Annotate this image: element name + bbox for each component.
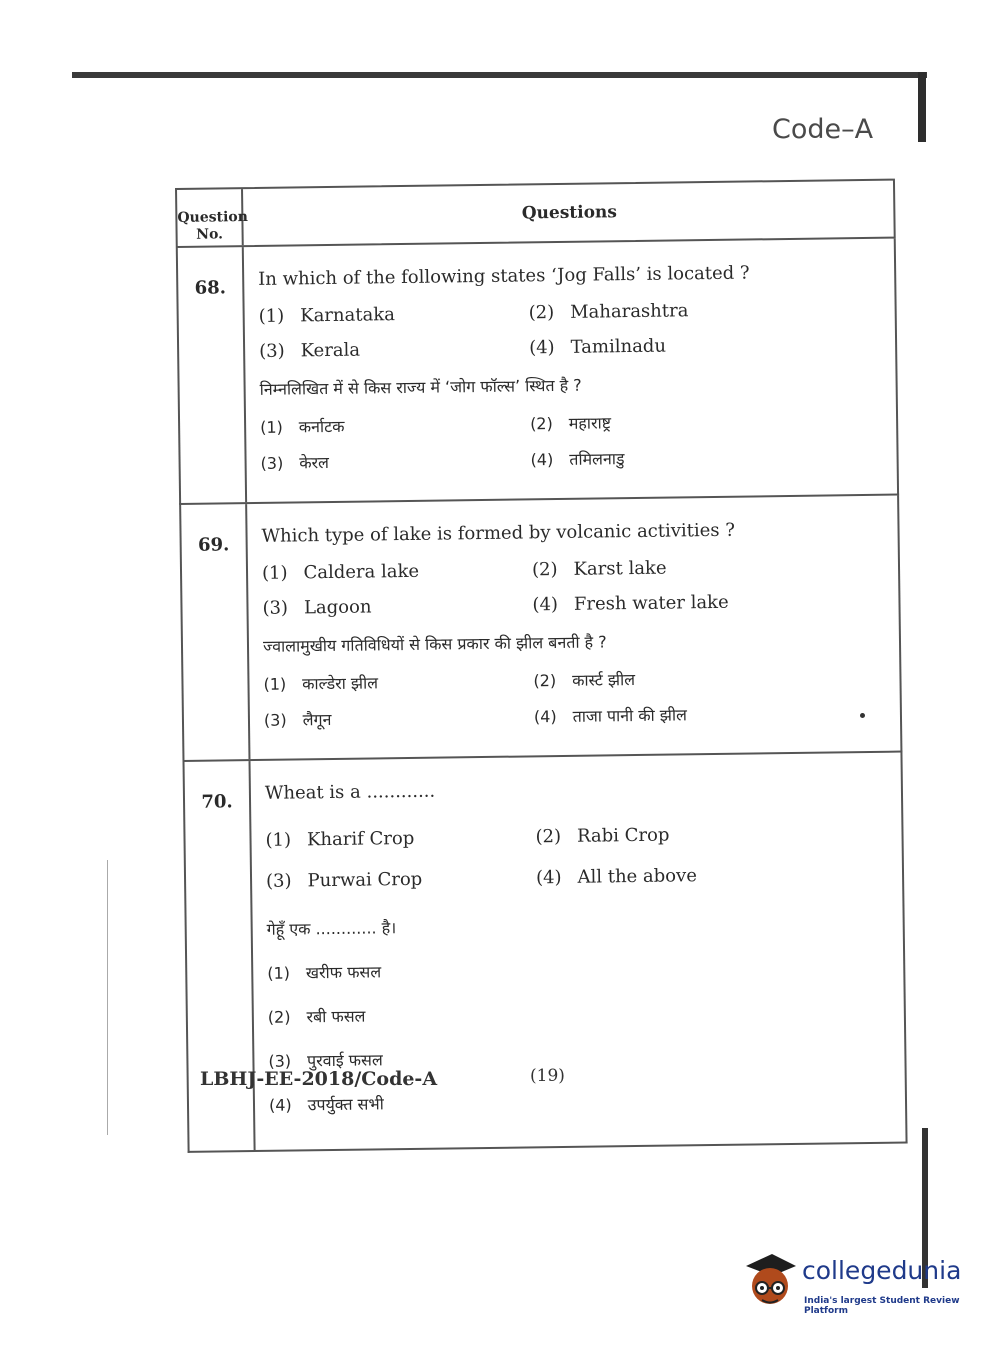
page-number: (19) [530, 1066, 565, 1086]
question-number: 68. [178, 247, 247, 503]
option-3-hi: (3) पुरवाई फसल [268, 1050, 383, 1071]
option-1-hi: (1) काल्डेरा झील [263, 673, 379, 694]
option-4: (4) Fresh water lake [532, 591, 729, 616]
option-4-hi: (4) तमिलनाडु [530, 449, 625, 470]
question-number: 69. [181, 504, 250, 760]
ink-dot [860, 713, 865, 718]
questions-header: Questions [521, 202, 618, 224]
table-header [175, 179, 896, 248]
question-text-hi: निम्नलिखित में से किस राज्य में ‘जोग फॉल्स’ स्थित है ? [259, 375, 582, 399]
question-row-68 [176, 239, 899, 505]
options-hi [260, 408, 897, 474]
option-2-hi: (2) कार्स्ट झील [533, 670, 636, 691]
options-en [259, 298, 896, 362]
option-2-hi: (2) रबी फसल [267, 1006, 366, 1027]
right-border [918, 72, 926, 142]
option-2: (2) Maharashtra [528, 300, 689, 324]
paper-code: Code–A [772, 114, 874, 145]
option-1: (1) Karnataka [258, 304, 396, 327]
question-row-70 [183, 753, 908, 1153]
qno-header-line2: No. [196, 226, 224, 243]
option-4-hi: (4) ताजा पानी की झील [533, 705, 688, 727]
option-4: (4) Tamilnadu [528, 335, 667, 359]
footer-code: LBHJ-EE-2018/Code-A [200, 1068, 438, 1090]
top-border [72, 72, 927, 78]
option-1-hi: (1) कर्नाटक [260, 416, 345, 437]
option-3-hi: (3) केरल [260, 453, 330, 473]
option-2-hi: (2) महाराष्ट्र [529, 413, 612, 434]
left-scan-line [107, 860, 108, 1135]
collegedunia-logo [742, 1248, 968, 1318]
options-en [265, 822, 902, 892]
question-text-en: Wheat is a ............ [264, 780, 436, 804]
option-4: (4) All the above [535, 865, 698, 889]
option-2: (2) Rabi Crop [535, 824, 670, 848]
option-2: (2) Karst lake [531, 557, 667, 581]
option-1-hi: (1) खरीफ फसल [267, 962, 382, 983]
options-en [262, 555, 899, 619]
question-text-en: Which type of lake is formed by volcanic activities ? [261, 519, 736, 547]
question-number-header [177, 189, 248, 246]
qno-header-line1: Question [177, 209, 248, 226]
question-text-hi: ज्वालामुखीय गतिविधियों से किस प्रकार की झील बनती है ? [262, 632, 607, 656]
option-3: (3) Kerala [259, 339, 361, 362]
question-row-69 [179, 496, 902, 762]
option-3: (3) Purwai Crop [265, 868, 423, 892]
logo-tagline: India's largest Student Review Platform [804, 1296, 960, 1316]
option-1: (1) Kharif Crop [265, 827, 415, 851]
option-4-hi: (4) उपर्युक्त सभी [268, 1094, 384, 1115]
question-number: 70. [185, 761, 256, 1151]
options-hi [267, 954, 905, 1116]
questions-table [175, 179, 908, 1153]
logo-name: collegedunia [802, 1256, 962, 1285]
question-text-hi: गेहूँ एक ............ है। [266, 918, 397, 939]
option-1: (1) Caldera lake [261, 560, 420, 584]
option-3: (3) Lagoon [262, 596, 372, 619]
options-hi [263, 665, 900, 731]
mascot-icon [742, 1252, 798, 1310]
option-3-hi: (3) लैगून [263, 709, 332, 730]
question-text-en: In which of the following states ‘Jog Falls’ is located ? [258, 262, 750, 290]
